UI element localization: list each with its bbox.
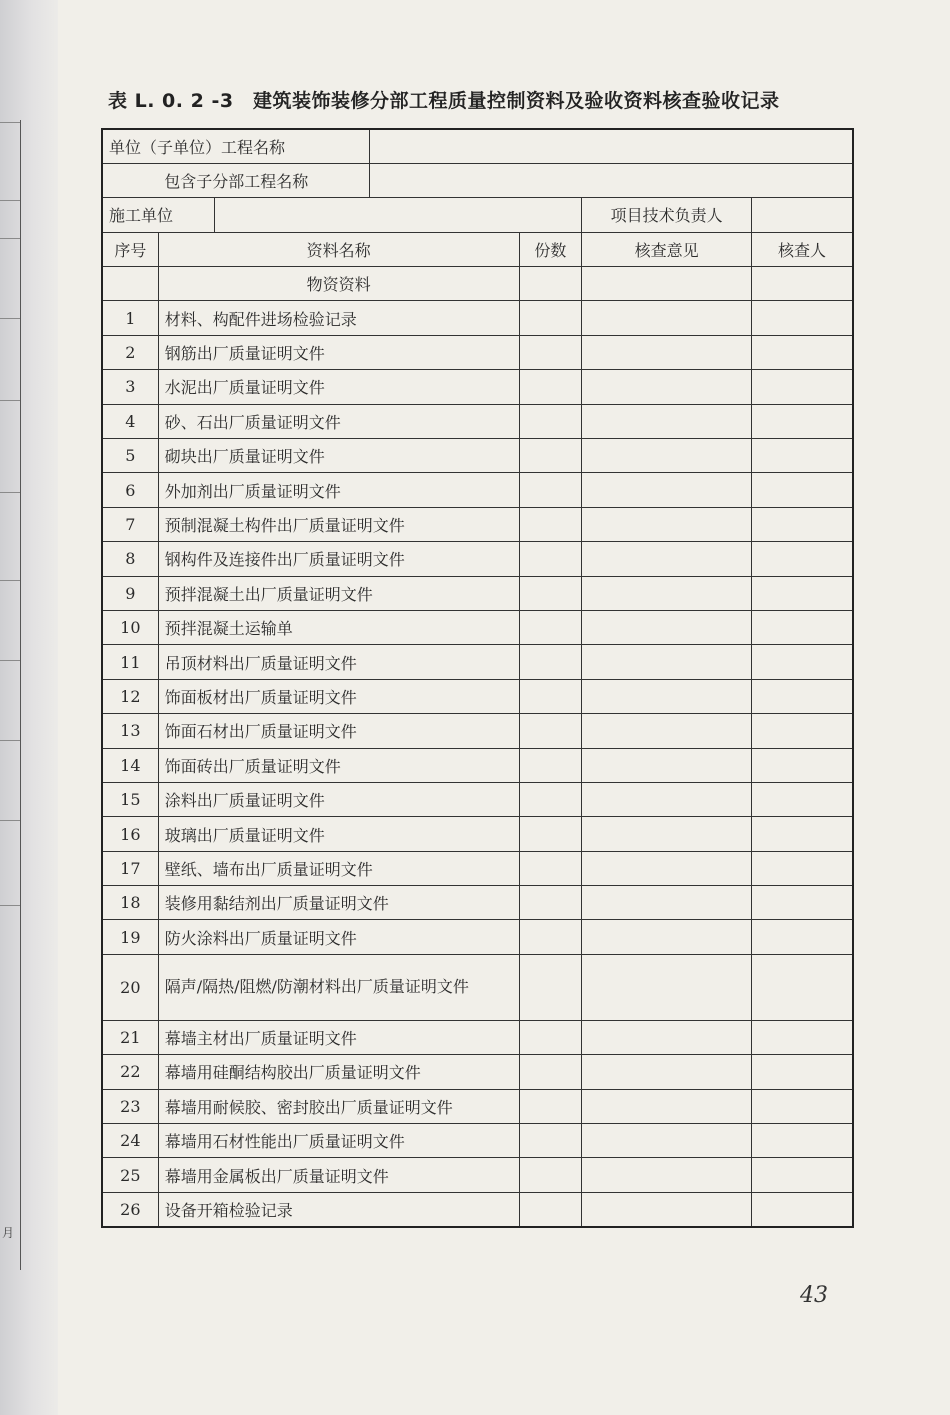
- checker-cell[interactable]: [751, 404, 853, 438]
- opinion-cell[interactable]: [582, 679, 752, 713]
- table-row: [102, 576, 853, 610]
- row-number: 22: [102, 1055, 158, 1089]
- copies-cell[interactable]: [519, 610, 582, 644]
- row-number: 26: [102, 1192, 158, 1226]
- document-name: 预拌混凝土运输单: [158, 610, 519, 644]
- checker-cell[interactable]: [751, 507, 853, 541]
- col-header-opinion: 核查意见: [582, 232, 752, 266]
- row-number: 17: [102, 851, 158, 885]
- copies-cell[interactable]: [519, 1089, 582, 1123]
- document-name: 幕墙主材出厂质量证明文件: [158, 1020, 519, 1054]
- copies-cell[interactable]: [519, 886, 582, 920]
- opinion-cell[interactable]: [582, 748, 752, 782]
- row-number: 24: [102, 1124, 158, 1158]
- document-name: 外加剂出厂质量证明文件: [158, 473, 519, 507]
- facing-page-row-line: [0, 580, 20, 581]
- facing-page-row-line: [0, 905, 20, 906]
- checker-cell[interactable]: [751, 645, 853, 679]
- checker-cell[interactable]: [751, 886, 853, 920]
- facing-page-row-line: [0, 740, 20, 741]
- opinion-cell[interactable]: [582, 954, 752, 1020]
- table-row: [102, 851, 853, 885]
- copies-cell[interactable]: [519, 817, 582, 851]
- copies-cell[interactable]: [519, 920, 582, 954]
- copies-cell[interactable]: [519, 1055, 582, 1089]
- opinion-cell[interactable]: [582, 439, 752, 473]
- sub-division-field[interactable]: [370, 163, 853, 197]
- table-row: [102, 679, 853, 713]
- unit-name-label: 单位（子单位）工程名称: [102, 129, 370, 163]
- row-number: 10: [102, 610, 158, 644]
- section-title: 物资资料: [158, 267, 519, 301]
- table-row: [102, 1124, 853, 1158]
- checker-cell[interactable]: [751, 954, 853, 1020]
- checker-cell[interactable]: [751, 473, 853, 507]
- section-opinion-cell: [582, 267, 752, 301]
- checker-cell[interactable]: [751, 610, 853, 644]
- checker-cell[interactable]: [751, 1020, 853, 1054]
- copies-cell[interactable]: [519, 542, 582, 576]
- row-number: 23: [102, 1089, 158, 1123]
- copies-cell[interactable]: [519, 1020, 582, 1054]
- constructor-field[interactable]: [214, 198, 581, 232]
- checker-cell[interactable]: [751, 301, 853, 335]
- table-row: [102, 370, 853, 404]
- facing-page-table-edge: [0, 120, 21, 1270]
- table-row: [102, 439, 853, 473]
- checker-cell[interactable]: [751, 1158, 853, 1192]
- table-row: [102, 542, 853, 576]
- copies-cell[interactable]: [519, 335, 582, 369]
- document-name: 砌块出厂质量证明文件: [158, 439, 519, 473]
- document-name: 饰面板材出厂质量证明文件: [158, 679, 519, 713]
- facing-page-row-line: [0, 200, 20, 201]
- checker-cell[interactable]: [751, 1192, 853, 1226]
- facing-page-row-line: [0, 660, 20, 661]
- copies-cell[interactable]: [519, 748, 582, 782]
- opinion-cell[interactable]: [582, 886, 752, 920]
- row-number: 11: [102, 645, 158, 679]
- col-header-no: 序号: [102, 232, 158, 266]
- unit-name-field[interactable]: [370, 129, 853, 163]
- document-name: 幕墙用石材性能出厂质量证明文件: [158, 1124, 519, 1158]
- row-number: 3: [102, 370, 158, 404]
- document-name: 玻璃出厂质量证明文件: [158, 817, 519, 851]
- document-name: 钢筋出厂质量证明文件: [158, 335, 519, 369]
- col-header-copies: 份数: [519, 232, 582, 266]
- checker-cell[interactable]: [751, 817, 853, 851]
- opinion-cell[interactable]: [582, 576, 752, 610]
- tech-lead-field[interactable]: [751, 198, 853, 232]
- row-number: 2: [102, 335, 158, 369]
- document-name: 幕墙用金属板出厂质量证明文件: [158, 1158, 519, 1192]
- copies-cell[interactable]: [519, 1124, 582, 1158]
- copies-cell[interactable]: [519, 370, 582, 404]
- copies-cell[interactable]: [519, 954, 582, 1020]
- tech-lead-label: 项目技术负责人: [582, 198, 752, 232]
- opinion-cell[interactable]: [582, 817, 752, 851]
- copies-cell[interactable]: [519, 714, 582, 748]
- copies-cell[interactable]: [519, 439, 582, 473]
- column-header-row: [102, 232, 853, 266]
- opinion-cell[interactable]: [582, 301, 752, 335]
- opinion-cell[interactable]: [582, 1158, 752, 1192]
- opinion-cell[interactable]: [582, 370, 752, 404]
- row-number: 8: [102, 542, 158, 576]
- table-row: [102, 645, 853, 679]
- document-name: 材料、构配件进场检验记录: [158, 301, 519, 335]
- opinion-cell[interactable]: [582, 1089, 752, 1123]
- col-header-name: 资料名称: [158, 232, 519, 266]
- row-number: 15: [102, 782, 158, 816]
- opinion-cell[interactable]: [582, 473, 752, 507]
- row-number: 19: [102, 920, 158, 954]
- header-row-sub: [102, 163, 853, 197]
- facing-page-row-line: [0, 820, 20, 821]
- document-name: 水泥出厂质量证明文件: [158, 370, 519, 404]
- table-row: [102, 610, 853, 644]
- opinion-cell[interactable]: [582, 1192, 752, 1226]
- checker-cell[interactable]: [751, 782, 853, 816]
- table-row: [102, 473, 853, 507]
- copies-cell[interactable]: [519, 645, 582, 679]
- document-name: 装修用黏结剂出厂质量证明文件: [158, 886, 519, 920]
- document-name: 预制混凝土构件出厂质量证明文件: [158, 507, 519, 541]
- page-number: 43: [800, 1283, 828, 1308]
- table-row: [102, 748, 853, 782]
- opinion-cell[interactable]: [582, 920, 752, 954]
- table-row: [102, 1020, 853, 1054]
- table-row: [102, 782, 853, 816]
- checker-cell[interactable]: [751, 679, 853, 713]
- table-row: [102, 1055, 853, 1089]
- document-name: 幕墙用硅酮结构胶出厂质量证明文件: [158, 1055, 519, 1089]
- document-name: 涂料出厂质量证明文件: [158, 782, 519, 816]
- header-row-unit: [102, 129, 853, 163]
- checker-cell[interactable]: [751, 1124, 853, 1158]
- table-row: [102, 714, 853, 748]
- checker-cell[interactable]: [751, 920, 853, 954]
- checker-cell[interactable]: [751, 439, 853, 473]
- copies-cell[interactable]: [519, 473, 582, 507]
- row-number: 9: [102, 576, 158, 610]
- row-number: 25: [102, 1158, 158, 1192]
- copies-cell[interactable]: [519, 851, 582, 885]
- table-row: [102, 920, 853, 954]
- copies-cell[interactable]: [519, 404, 582, 438]
- row-number: 20: [102, 954, 158, 1020]
- checker-cell[interactable]: [751, 542, 853, 576]
- document-name: 预拌混凝土出厂质量证明文件: [158, 576, 519, 610]
- col-header-checker: 核查人: [751, 232, 853, 266]
- opinion-cell[interactable]: [582, 1124, 752, 1158]
- checker-cell[interactable]: [751, 1089, 853, 1123]
- checker-cell[interactable]: [751, 1055, 853, 1089]
- checker-cell[interactable]: [751, 851, 853, 885]
- document-name: 吊顶材料出厂质量证明文件: [158, 645, 519, 679]
- inspection-record-table: [101, 128, 854, 1228]
- table-row: [102, 507, 853, 541]
- table-row: [102, 1089, 853, 1123]
- opinion-cell[interactable]: [582, 610, 752, 644]
- opinion-cell[interactable]: [582, 335, 752, 369]
- opinion-cell[interactable]: [582, 404, 752, 438]
- row-number: 4: [102, 404, 158, 438]
- document-name: 设备开箱检验记录: [158, 1192, 519, 1226]
- checker-cell[interactable]: [751, 714, 853, 748]
- copies-cell[interactable]: [519, 679, 582, 713]
- page-title: 表 L. 0. 2 -3 建筑装饰装修分部工程质量控制资料及验收资料核查验收记录: [108, 90, 780, 112]
- copies-cell[interactable]: [519, 301, 582, 335]
- opinion-cell[interactable]: [582, 507, 752, 541]
- opinion-cell[interactable]: [582, 542, 752, 576]
- facing-page-row-line: [0, 492, 20, 493]
- copies-cell[interactable]: [519, 576, 582, 610]
- checker-cell[interactable]: [751, 335, 853, 369]
- table-row: [102, 954, 853, 1020]
- row-number: 5: [102, 439, 158, 473]
- row-number: 16: [102, 817, 158, 851]
- checker-cell[interactable]: [751, 370, 853, 404]
- opinion-cell[interactable]: [582, 714, 752, 748]
- section-checker-cell: [751, 267, 853, 301]
- table-row: [102, 817, 853, 851]
- row-number: 14: [102, 748, 158, 782]
- facing-page-edge-glyph: 月: [2, 1226, 15, 1240]
- document-name: 防火涂料出厂质量证明文件: [158, 920, 519, 954]
- document-name: 砂、石出厂质量证明文件: [158, 404, 519, 438]
- document-name: 饰面砖出厂质量证明文件: [158, 748, 519, 782]
- copies-cell[interactable]: [519, 1158, 582, 1192]
- opinion-cell[interactable]: [582, 782, 752, 816]
- row-number: 13: [102, 714, 158, 748]
- facing-page-row-line: [0, 400, 20, 401]
- header-row-constructor: [102, 198, 853, 232]
- table-row: [102, 886, 853, 920]
- table-row: [102, 1158, 853, 1192]
- facing-page-row-line: [0, 122, 20, 123]
- document-name: 隔声/隔热/阻燃/防潮材料出厂质量证明文件: [158, 954, 519, 1020]
- table-row: [102, 404, 853, 438]
- checker-cell[interactable]: [751, 576, 853, 610]
- opinion-cell[interactable]: [582, 1055, 752, 1089]
- document-name: 钢构件及连接件出厂质量证明文件: [158, 542, 519, 576]
- facing-page-row-line: [0, 238, 20, 239]
- section-row: [102, 267, 853, 301]
- sub-division-label: 包含子分部工程名称: [102, 163, 370, 197]
- document-name: 壁纸、墙布出厂质量证明文件: [158, 851, 519, 885]
- document-name: 幕墙用耐候胶、密封胶出厂质量证明文件: [158, 1089, 519, 1123]
- copies-cell[interactable]: [519, 782, 582, 816]
- table-row: [102, 301, 853, 335]
- row-number: 7: [102, 507, 158, 541]
- table-row: [102, 1192, 853, 1226]
- opinion-cell[interactable]: [582, 645, 752, 679]
- row-number: 1: [102, 301, 158, 335]
- facing-page-row-line: [0, 318, 20, 319]
- opinion-cell[interactable]: [582, 851, 752, 885]
- row-number: 18: [102, 886, 158, 920]
- checker-cell[interactable]: [751, 748, 853, 782]
- row-number: 21: [102, 1020, 158, 1054]
- section-no-cell: [102, 267, 158, 301]
- section-copies-cell: [519, 267, 582, 301]
- copies-cell[interactable]: [519, 1192, 582, 1226]
- row-number: 6: [102, 473, 158, 507]
- copies-cell[interactable]: [519, 507, 582, 541]
- row-number: 12: [102, 679, 158, 713]
- constructor-label: 施工单位: [102, 198, 214, 232]
- document-name: 饰面石材出厂质量证明文件: [158, 714, 519, 748]
- opinion-cell[interactable]: [582, 1020, 752, 1054]
- table-row: [102, 335, 853, 369]
